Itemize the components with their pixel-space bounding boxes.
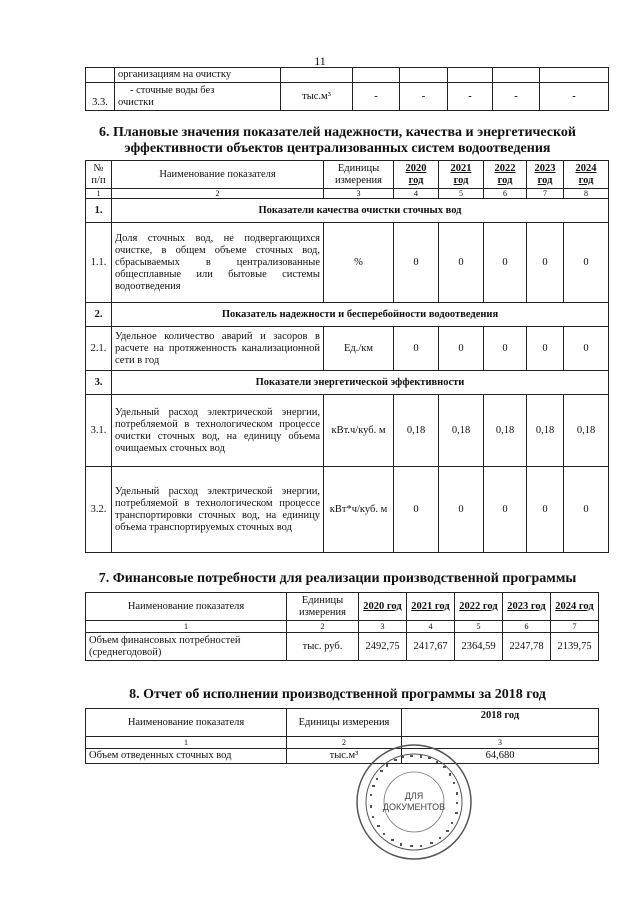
table-cell: 0	[394, 327, 439, 371]
table-cell: 0,18	[527, 395, 564, 467]
table-cell: 2364,59	[455, 633, 503, 661]
header-year: 2024 год	[564, 161, 609, 189]
header-unit: Единицы измерения	[324, 161, 394, 189]
row-name: Удельный расход электрической энергии, потребляемой в технологическом процессе очистки сточных вод, на единицу объема очищаемых сточных вод	[112, 395, 324, 467]
row-num: 3.1.	[86, 395, 112, 467]
table-cell: 2492,75	[359, 633, 407, 661]
table-cell: 0	[484, 327, 527, 371]
table-cell: 0	[439, 467, 484, 553]
header-year: 2020 год	[394, 161, 439, 189]
header-unit: Единицы измерения	[287, 709, 402, 737]
top-row2-unit: тыс.м³	[281, 83, 353, 111]
header-year: 2022 год	[484, 161, 527, 189]
row-num: 1.1.	[86, 223, 112, 303]
row-unit: тыс.м³	[287, 749, 402, 764]
col-number: 3	[359, 621, 407, 633]
table-cell: 2247,78	[503, 633, 551, 661]
table-cell: 0	[394, 467, 439, 553]
table-cell: 0	[394, 223, 439, 303]
stamp-seal-icon	[354, 742, 474, 862]
row-unit: тыс. руб.	[287, 633, 359, 661]
row-num: 2.1.	[86, 327, 112, 371]
group-num: 3.	[86, 371, 112, 395]
group-title: Показатель надежности и бесперебойности водоотведения	[112, 303, 609, 327]
table-cell: 0,18	[484, 395, 527, 467]
table-cell: 0	[527, 467, 564, 553]
header-year: 2021 год	[439, 161, 484, 189]
col-number: 3	[402, 737, 599, 749]
section6-title: 6. Плановые значения показателей надежности, качества и энергетической эффективности объектов централизованных систем водоотведения	[99, 125, 576, 156]
top-table	[85, 67, 609, 111]
top-row2-name: - сточные воды без очистки	[115, 83, 281, 111]
section8-title: 8. Отчет об исполнении производственной программы за 2018 год	[129, 687, 546, 702]
group-num: 2.	[86, 303, 112, 327]
table-cell: 0,18	[564, 395, 609, 467]
row-name: Удельный расход электрической энергии, потребляемой в технологическом процессе транспортировки сточных вод, на единицу объема транспортируемых сточных вод	[112, 467, 324, 553]
table-cell: 0	[484, 467, 527, 553]
table-cell: 0	[564, 467, 609, 553]
table-cell: 2417,67	[407, 633, 455, 661]
col-number: 1	[86, 621, 287, 633]
table-cell: 2139,75	[551, 633, 599, 661]
row-name: Объем финансовых потребностей (среднегодовой)	[86, 633, 287, 661]
group-title: Показатели энергетической эффективности	[112, 371, 609, 395]
col-number: 4	[394, 189, 439, 199]
header-year: 2024 год	[551, 593, 599, 621]
col-number: 1	[86, 189, 112, 199]
col-number: 4	[407, 621, 455, 633]
table-cell: 0	[439, 327, 484, 371]
table-cell: 0	[484, 223, 527, 303]
table-cell: 0	[564, 327, 609, 371]
table-cell: 64,680	[402, 749, 599, 764]
col-number: 2	[287, 621, 359, 633]
header-name: Наименование показателя	[112, 161, 324, 189]
col-number: 2	[112, 189, 324, 199]
row-unit: Ед./км	[324, 327, 394, 371]
table-cell: -	[353, 83, 400, 111]
stamp-text: ДОКУМЕНТОВ	[382, 802, 446, 812]
section8-table	[85, 708, 599, 764]
col-number: 1	[86, 737, 287, 749]
header-num: № п/п	[86, 161, 112, 189]
col-number: 6	[503, 621, 551, 633]
table-cell: 0	[527, 223, 564, 303]
header-year: 2022 год	[455, 593, 503, 621]
header-year: 2023 год	[503, 593, 551, 621]
col-number: 3	[324, 189, 394, 199]
col-number: 6	[484, 189, 527, 199]
table-cell: 0	[564, 223, 609, 303]
col-number: 7	[551, 621, 599, 633]
col-number: 7	[527, 189, 564, 199]
header-year: 2018 год	[402, 709, 599, 737]
row-name: Объем отведенных сточных вод	[86, 749, 287, 764]
table-cell: -	[493, 83, 540, 111]
col-number: 8	[564, 189, 609, 199]
header-year: 2021 год	[407, 593, 455, 621]
table-cell: -	[540, 83, 609, 111]
table-cell: 0	[527, 327, 564, 371]
row-name: Доля сточных вод, не подвергающихся очистке, в общем объеме сточных вод, сбрасываемых в централизованные общесплавные или бытовые системы водоотведения	[112, 223, 324, 303]
row-num: 3.2.	[86, 467, 112, 553]
section7-table	[85, 592, 599, 661]
group-num: 1.	[86, 199, 112, 223]
row-unit: %	[324, 223, 394, 303]
table-cell: 0	[439, 223, 484, 303]
top-row2-num: 3.3.	[86, 83, 115, 111]
table-cell: -	[400, 83, 448, 111]
header-name: Наименование показателя	[86, 709, 287, 737]
page-number: 11	[314, 54, 326, 68]
table-cell: 0,18	[394, 395, 439, 467]
header-name: Наименование показателя	[86, 593, 287, 621]
header-unit: Единицы измерения	[287, 593, 359, 621]
col-number: 5	[455, 621, 503, 633]
table-cell: 0,18	[439, 395, 484, 467]
top-row1-text: организациям на очистку	[115, 68, 281, 83]
header-year: 2020 год	[359, 593, 407, 621]
group-title: Показатели качества очистки сточных вод	[112, 199, 609, 223]
section6-table	[85, 160, 609, 553]
stamp-text: ДЛЯ	[404, 791, 424, 801]
round-stamp	[354, 742, 474, 862]
row-unit: кВт*ч/куб. м	[324, 467, 394, 553]
row-name: Удельное количество аварий и засоров в расчете на протяженность канализационной сети в год	[112, 327, 324, 371]
header-year: 2023 год	[527, 161, 564, 189]
col-number: 2	[287, 737, 402, 749]
col-number: 5	[439, 189, 484, 199]
section7-title: 7. Финансовые потребности для реализации производственной программы	[98, 571, 577, 586]
table-cell: -	[448, 83, 493, 111]
row-unit: кВт.ч/куб. м	[324, 395, 394, 467]
